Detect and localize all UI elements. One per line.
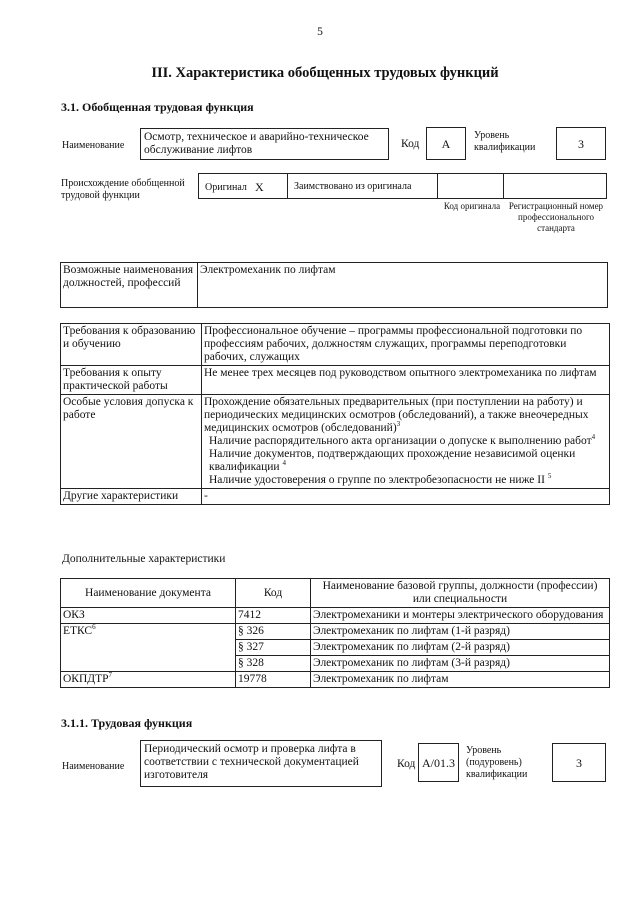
okz-group: Электромеханики и монтеры электрического оборудования — [311, 608, 610, 624]
etks-code: § 326 — [236, 624, 311, 640]
positions-label: Возможные наименования должностей, профессий — [61, 263, 198, 308]
gtf-code-value: А — [426, 127, 466, 160]
condition-item: Прохождение обязательных предварительных (при поступлении на работу) и периодических медицинских осмотров (обследований), а также внеочередных медицинских осмотров (обследований)$^3$ — [204, 396, 589, 434]
table-row — [61, 672, 610, 688]
etks-group: Электромеханик по лифтам (2-й разряд) — [311, 640, 610, 656]
positions-value: Электромеханик по лифтам — [198, 263, 608, 308]
original-code-caption: Код оригинала — [443, 201, 501, 211]
header-doc: Наименование документа — [61, 579, 236, 608]
section-title: III. Характеристика обобщенных трудовых функций — [151, 65, 499, 81]
reg-number-caption: Регистрационный номер профессионального стандарта — [508, 201, 604, 233]
origin-row — [198, 173, 607, 199]
etks-doc: ЕТКС$^6$ — [61, 624, 236, 672]
tf-code-label: Код — [397, 758, 416, 770]
experience-value: Не менее трех месяцев под руководством опытного электромеханика по лифтам — [202, 366, 610, 395]
tf-code-value: А/01.3 — [418, 743, 459, 782]
tf-heading: 3.1.1. Трудовая функция — [61, 716, 193, 730]
header-group: Наименование базовой группы, должности (профессии) или специальности — [311, 579, 610, 608]
original-label: Оригинал — [205, 182, 247, 193]
requirements-table — [60, 323, 610, 505]
original-mark: X — [255, 180, 264, 194]
gtf-heading: 3.1. Обобщенная трудовая функция — [61, 100, 254, 114]
borrowed-label: Заимствовано из оригинала — [294, 181, 412, 192]
okpdtr-group: Электромеханик по лифтам — [311, 672, 610, 688]
okz-doc: ОКЗ — [61, 608, 236, 624]
additional-table — [60, 578, 610, 688]
okz-code: 7412 — [236, 608, 311, 624]
etks-code: § 327 — [236, 640, 311, 656]
education-value: Профессиональное обучение – программы профессиональной подготовки по профессиям рабочих, должностям служащих, программы переподготовки рабочих, служащих — [202, 324, 610, 366]
okpdtr-doc: ОКПДТР$^7$ — [61, 672, 236, 688]
page-number: 5 — [317, 26, 323, 38]
education-label: Требования к образованию и обучению — [61, 324, 202, 366]
additional-title: Дополнительные характеристики — [62, 553, 226, 565]
gtf-code-label: Код — [401, 138, 420, 150]
gtf-level-label: Уровень квалификации — [474, 130, 536, 153]
condition-item: Наличие документов, подтверждающих прохождение независимой оценки квалификации $^4$ — [209, 448, 576, 473]
etks-group: Электромеханик по лифтам (1-й разряд) — [311, 624, 610, 640]
okpdtr-code: 19778 — [236, 672, 311, 688]
other-value: - — [202, 489, 610, 505]
table-row — [61, 608, 610, 624]
experience-label: Требования к опыту практической работы — [61, 366, 202, 395]
gtf-level-value: 3 — [556, 127, 606, 160]
gtf-origin-label: Происхождение обобщенной трудовой функции — [61, 178, 185, 201]
table-row — [61, 624, 610, 640]
gtf-name-label: Наименование — [62, 140, 125, 151]
tf-name-label: Наименование — [62, 761, 125, 772]
conditions-list — [202, 395, 610, 489]
other-label: Другие характеристики — [61, 489, 202, 505]
condition-item: Наличие удостоверения о группе по электробезопасности не ниже II $^5$ — [209, 472, 552, 486]
condition-item: Наличие распорядительного акта организации о допуске к выполнению работ$^4$ — [209, 433, 596, 447]
header-code: Код — [236, 579, 311, 608]
tf-level-value: 3 — [552, 743, 606, 782]
etks-code: § 328 — [236, 656, 311, 672]
conditions-label: Особые условия допуска к работе — [61, 395, 202, 489]
tf-level-label: Уровень (подуровень) квалификации — [466, 745, 528, 780]
positions-table — [60, 262, 608, 308]
etks-group: Электромеханик по лифтам (3-й разряд) — [311, 656, 610, 672]
gtf-name-value: Осмотр, техническое и аварийно-техническое обслуживание лифтов — [140, 128, 389, 160]
tf-name-value: Периодический осмотр и проверка лифта в соответствии с технической документацией изготовителя — [140, 740, 382, 787]
